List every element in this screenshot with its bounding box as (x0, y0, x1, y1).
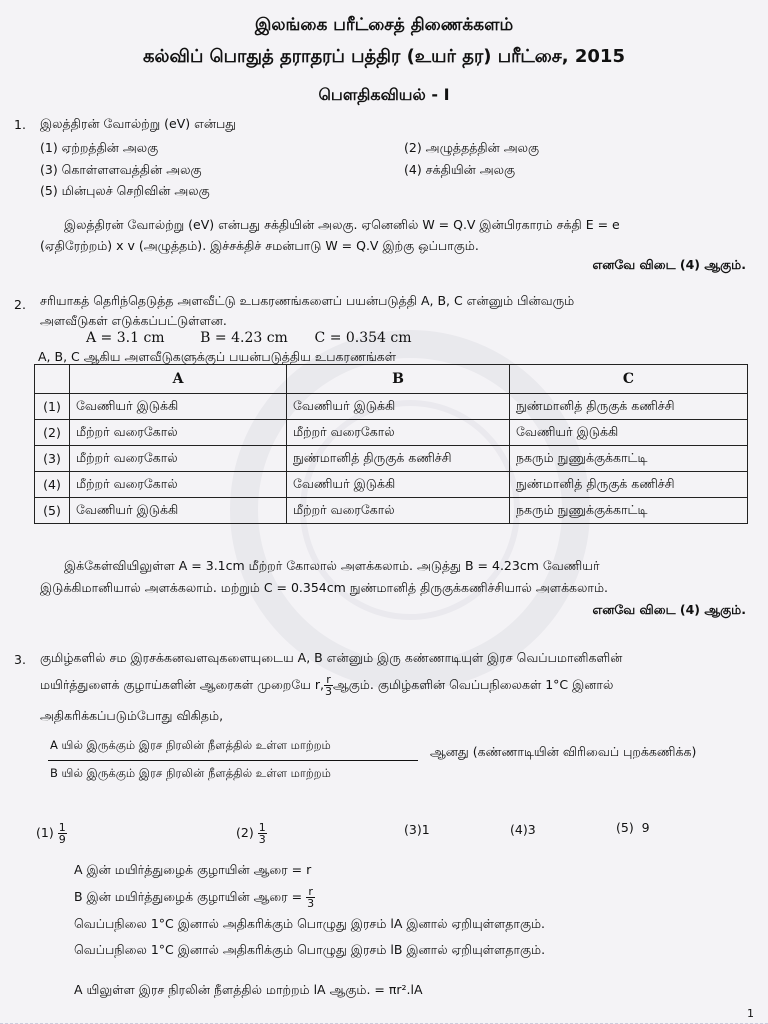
table-row (35, 472, 748, 498)
q1-answer: எனவே விடை (4) ஆகும். (592, 257, 746, 272)
q2-answer: எனவே விடை (4) ஆகும். (592, 602, 746, 617)
cell-b: மீற்றர் வரைகோல் (287, 420, 510, 446)
fraction-denominator: 3 (258, 833, 266, 846)
cell-b: மீற்றர் வரைகோல் (287, 498, 510, 524)
table-header-row (35, 365, 748, 394)
fraction-r-over-3-solution (306, 886, 315, 909)
q3-option-3: (3)1 (404, 822, 430, 837)
table-row (35, 446, 748, 472)
fraction-numerator: r (306, 886, 315, 898)
fraction-denominator: 3 (307, 897, 315, 910)
option-label: (1) (36, 825, 54, 840)
q1-option-2: (2) அழுத்தத்தின் அலகு (404, 140, 539, 155)
q1-explanation-line1: இலத்திரன் வோல்ற்று (eV) என்பது சக்தியின் அலகு. ஏனெனில் W = Q.V இன்பிரகாரம் சக்தி E = e (64, 217, 620, 232)
fraction-one-third (258, 822, 267, 845)
cell-a: மீற்றர் வரைகோல் (70, 420, 287, 446)
fraction-r-over-3 (324, 674, 333, 697)
q3-text-line3: அதிகரிக்கப்படும்போது விகிதம், (40, 708, 224, 723)
cell-a: மீற்றர் வரைகோல் (70, 472, 287, 498)
q1-option-3: (3) கொள்ளளவத்தின் அலகு (40, 162, 202, 177)
q2-explanation-line1: இக்கேள்வியிலுள்ள A = 3.1cm மீற்றர் கோலால் அளக்கலாம். அடுத்து B = 4.23cm வேணியர் (64, 558, 600, 573)
page-bottom-border (0, 1015, 768, 1024)
table-header-c: C (510, 365, 748, 394)
q1-option-1: (1) ஏற்றத்தின் அலகு (40, 140, 159, 155)
row-number: (4) (35, 472, 70, 498)
q3-text-line2-start: மயிர்த்துளைக் குழாய்களின் ஆரைகள் முறையே r, (40, 677, 324, 692)
q2-text-line2: அளவீடுகள் எடுக்கப்பட்டுள்ளன. (40, 313, 227, 328)
table-row (35, 498, 748, 524)
q2-number: 2. (14, 297, 26, 312)
q3-text-line2-end: ஆகும். குமிழ்களின் வெப்பநிலைகள் 1°C இனால் (332, 677, 614, 692)
header-department: இலங்கை பரீட்சைத் திணைக்களம் (254, 15, 514, 35)
cell-b: நுண்மானித் திருகுக் கணிச்சி (287, 446, 510, 472)
q3-option-4: (4)3 (510, 822, 536, 837)
cell-c: வேணியர் இடுக்கி (510, 420, 748, 446)
table-header-b: B (287, 365, 510, 394)
q3-text-line1: குமிழ்களில் சம இரசக்கனவளவுகளையுடைய A, B என்னும் இரு கண்ணாடியுள் இரச வெப்பமானிகளின் (40, 650, 623, 665)
q2-measurements: A = 3.1 cm B = 4.23 cm C = 0.354 cm (86, 330, 412, 346)
q3-option-1 (36, 822, 67, 845)
cell-b: வேணியர் இடுக்கி (287, 472, 510, 498)
table-header-a: A (70, 365, 287, 394)
ratio-denominator: B யில் இருக்கும் இரச நிரலின் நீளத்தில் உள்ள மாற்றம் (50, 766, 331, 780)
q3-number: 3. (14, 652, 26, 667)
q1-explanation-line2: (ஏதிரேற்றம்) x v (அழுத்தம்). இச்சக்திச் சமன்பாடு W = Q.V இற்கு ஒப்பாகும். (40, 238, 479, 253)
cell-a: வேணியர் இடுக்கி (70, 394, 287, 420)
q3-solution-line5: A யிலுள்ள இரச நிரலின் நீளத்தில் மாற்றம் lA ஆகும். = πr².lA (74, 982, 423, 997)
q3-solution-line2 (74, 886, 315, 909)
q1-text: இலத்திரன் வோல்ற்று (eV) என்பது (40, 116, 237, 131)
option-label: (2) (236, 825, 254, 840)
ratio-fraction-bar (48, 760, 418, 761)
q2-table-title: A, B, C ஆகிய அளவீடுகளுக்குப் பயன்படுத்திய உபகரணங்கள் (38, 349, 397, 364)
fraction-one-ninth (58, 822, 67, 845)
cell-c: நுண்மானித் திருகுக் கணிச்சி (510, 394, 748, 420)
row-number: (2) (35, 420, 70, 446)
ratio-numerator: A யில் இருக்கும் இரச நிரலின் நீளத்தில் உள்ள மாற்றம் (50, 738, 331, 752)
q3-text-line2 (40, 674, 613, 697)
row-number: (1) (35, 394, 70, 420)
fraction-numerator: 1 (258, 821, 266, 834)
q3-solution-line3: வெப்பநிலை 1°C இனால் அதிகரிக்கும் பொழுது இரசம் lA இனால் ஏறியுள்ளதாகும். (74, 916, 546, 931)
q3-option-5: (5) 9 (616, 820, 650, 835)
header-exam-title: கல்விப் பொதுத் தராதரப் பத்திர (உயர் தர) பரீட்சை, 2015 (143, 46, 625, 67)
q3-solution-line2-text: B இன் மயிர்த்துழைக் குழாயின் ஆரை = (74, 889, 303, 904)
header-subject: பௌதிகவியல் - I (318, 85, 450, 104)
q2-text-line1: சரியாகத் தெரிந்தெடுத்த அளவீட்டு உபகரணங்களைப் பயன்படுத்தி A, B, C என்னும் பின்வரும் (40, 293, 575, 308)
instrument-table (34, 364, 748, 524)
table-header-blank (35, 365, 70, 394)
q3-option-2 (236, 822, 267, 845)
cell-c: நுண்மானித் திருகுக் கணிச்சி (510, 472, 748, 498)
row-number: (5) (35, 498, 70, 524)
fraction-denominator: 3 (324, 685, 332, 698)
ratio-note: ஆனது (கண்ணாடியின் விரிவைப் புறக்கணிக்க) (430, 744, 697, 759)
table-row (35, 394, 748, 420)
q1-option-4: (4) சக்தியின் அலகு (404, 162, 516, 177)
row-number: (3) (35, 446, 70, 472)
q1-number: 1. (14, 117, 26, 132)
cell-b: வேணியர் இடுக்கி (287, 394, 510, 420)
q3-solution-line1: A இன் மயிர்த்துழைக் குழாயின் ஆரை = r (74, 862, 312, 877)
page-number: 1 (747, 1007, 754, 1020)
fraction-numerator: r (324, 674, 333, 686)
cell-c: நகரும் நுணுக்குக்காட்டி (510, 498, 748, 524)
q2-explanation-line2: இடுக்கிமானியால் அளக்கலாம். மற்றும் C = 0.354cm நுண்மானித் திருகுக்கணிச்சியால் அளக்கலாம். (40, 580, 608, 595)
fraction-denominator: 9 (58, 833, 66, 846)
fraction-numerator: 1 (58, 821, 66, 834)
cell-a: மீற்றர் வரைகோல் (70, 446, 287, 472)
q1-option-5: (5) மின்புலச் செறிவின் அலகு (40, 183, 210, 198)
cell-a: வேணியர் இடுக்கி (70, 498, 287, 524)
q3-solution-line4: வெப்பநிலை 1°C இனால் அதிகரிக்கும் பொழுது இரசம் lB இனால் ஏறியுள்ளதாகும். (74, 942, 546, 957)
cell-c: நகரும் நுணுக்குக்காட்டி (510, 446, 748, 472)
table-row (35, 420, 748, 446)
